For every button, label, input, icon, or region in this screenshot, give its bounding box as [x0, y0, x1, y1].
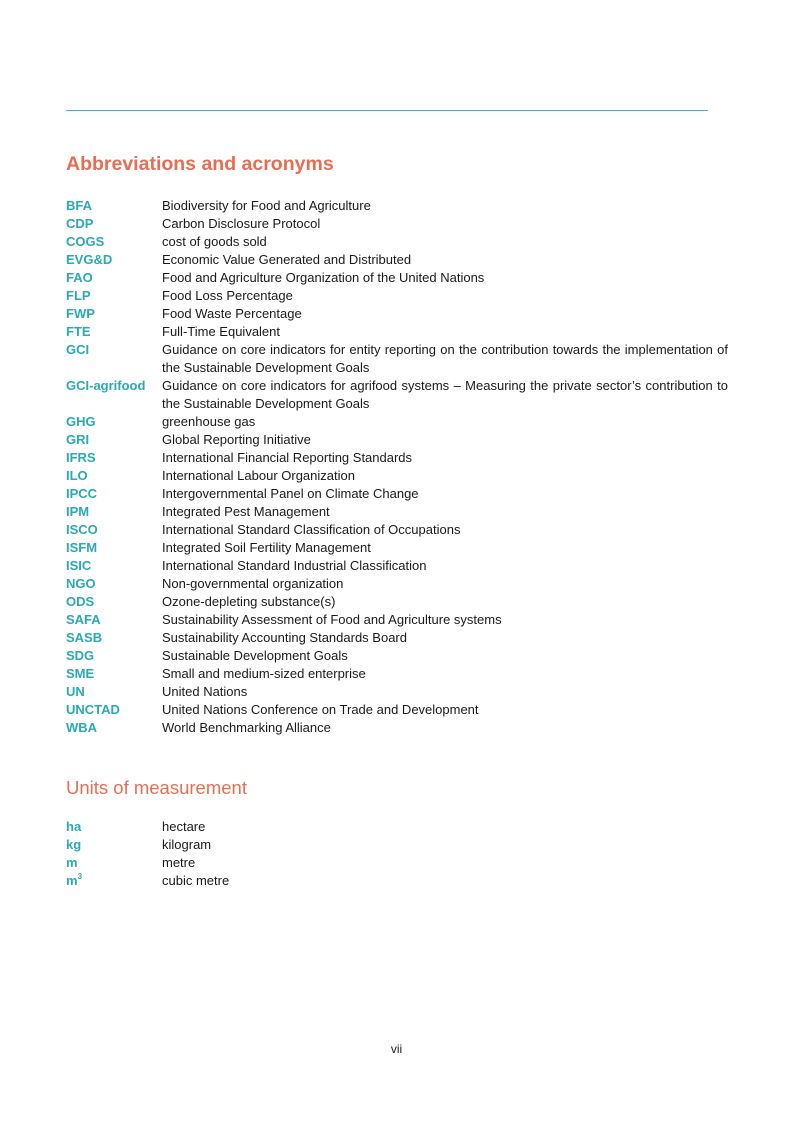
abbreviation-row: [66, 701, 728, 719]
unit-symbol: ha: [66, 819, 82, 834]
abbreviation-row: [66, 629, 728, 647]
abbreviation-term: GRI: [66, 432, 90, 447]
abbreviation-row: [66, 233, 728, 251]
abbreviation-term: CDP: [66, 216, 94, 231]
abbreviation-row: [66, 269, 728, 287]
abbreviation-term: NGO: [66, 576, 96, 591]
header-divider: [66, 110, 708, 111]
abbreviation-term: SAFA: [66, 612, 101, 627]
abbreviation-term: ISFM: [66, 540, 98, 555]
abbreviation-definition: International Standard Industrial Classification: [162, 558, 427, 573]
abbreviation-definition: Small and medium-sized enterprise: [162, 666, 366, 681]
abbreviation-definition: Intergovernmental Panel on Climate Change: [162, 486, 419, 501]
page-number: vii: [390, 1042, 403, 1056]
abbreviation-term: SDG: [66, 648, 95, 663]
abbreviation-definition: Sustainable Development Goals: [162, 648, 348, 663]
abbreviation-row: [66, 647, 728, 665]
abbreviation-term: SASB: [66, 630, 103, 645]
abbreviation-term: WBA: [66, 720, 98, 735]
abbreviation-definition: International Labour Organization: [162, 468, 355, 483]
unit-row: [66, 836, 728, 854]
abbreviation-definition: World Benchmarking Alliance: [162, 720, 331, 735]
abbreviation-term: ISIC: [66, 558, 92, 573]
abbreviation-definition: cost of goods sold: [162, 234, 267, 249]
units-list: [66, 818, 728, 890]
abbreviation-row: [66, 215, 728, 233]
abbreviation-row: [66, 341, 728, 377]
unit-definition: hectare: [162, 819, 206, 834]
unit-row: [66, 818, 728, 836]
abbreviation-term: UNCTAD: [66, 702, 120, 717]
abbreviation-row: [66, 665, 728, 683]
abbreviations-list: [66, 197, 728, 737]
unit-superscript: 3: [77, 871, 83, 881]
abbreviation-term: EVG&D: [66, 252, 113, 267]
abbreviation-term: GCI-agrifood: [66, 378, 146, 393]
abbreviation-term: ILO: [66, 468, 88, 483]
unit-symbol: kg: [66, 837, 82, 852]
abbreviation-row: [66, 197, 728, 215]
abbreviation-definition: Biodiversity for Food and Agriculture: [162, 198, 371, 213]
abbreviation-row: [66, 575, 728, 593]
abbreviation-definition: Carbon Disclosure Protocol: [162, 216, 321, 231]
abbreviation-term: BFA: [66, 198, 92, 213]
abbreviation-definition: Food Loss Percentage: [162, 288, 293, 303]
abbreviation-definition: Sustainability Assessment of Food and Agriculture systems: [162, 612, 502, 627]
unit-symbol: $m^3$: [66, 871, 83, 888]
abbreviation-definition: Sustainability Accounting Standards Board: [162, 630, 407, 645]
abbreviation-definition: Full-Time Equivalent: [162, 324, 281, 339]
abbreviation-row: [66, 449, 728, 467]
abbreviation-definition: Ozone-depleting substance(s): [162, 594, 336, 609]
abbreviation-row: [66, 467, 728, 485]
abbreviation-definition: United Nations Conference on Trade and Development: [162, 702, 479, 717]
abbreviation-row: [66, 377, 728, 413]
abbreviation-definition: International Financial Reporting Standards: [162, 450, 413, 465]
abbreviation-term: IPM: [66, 504, 90, 519]
abbreviation-row: [66, 251, 728, 269]
unit-definition: metre: [162, 855, 196, 870]
units-heading: Units of measurement: [66, 777, 247, 798]
abbreviation-row: [66, 485, 728, 503]
abbreviations-heading: Abbreviations and acronyms: [66, 153, 334, 175]
abbreviation-row: [66, 287, 728, 305]
unit-definition: cubic metre: [162, 873, 230, 888]
abbreviation-row: [66, 431, 728, 449]
abbreviation-row: [66, 521, 728, 539]
abbreviation-definition: Global Reporting Initiative: [162, 432, 311, 447]
abbreviation-row: [66, 323, 728, 341]
abbreviation-definition: Non-governmental organization: [162, 576, 344, 591]
abbreviation-term: GCI: [66, 342, 90, 357]
abbreviation-term: ISCO: [66, 522, 98, 537]
abbreviation-row: [66, 593, 728, 611]
abbreviation-term: GHG: [66, 414, 96, 429]
abbreviation-row: [66, 503, 728, 521]
abbreviation-row: [66, 539, 728, 557]
abbreviation-definition: Integrated Soil Fertility Management: [162, 540, 371, 555]
abbreviation-row: [66, 683, 728, 701]
abbreviation-term: IPCC: [66, 486, 98, 501]
abbreviation-definition: Guidance on core indicators for entity reporting on the contribution towards the implementation of the Sustainable Development Goals: [162, 342, 728, 375]
abbreviation-term: FTE: [66, 324, 91, 339]
abbreviation-row: [66, 611, 728, 629]
abbreviation-row: [66, 413, 728, 431]
abbreviation-definition: greenhouse gas: [162, 414, 256, 429]
abbreviation-definition: Food Waste Percentage: [162, 306, 302, 321]
abbreviation-row: [66, 557, 728, 575]
unit-row: [66, 854, 728, 872]
abbreviation-term: FWP: [66, 306, 95, 321]
abbreviation-term: COGS: [66, 234, 105, 249]
abbreviation-term: ODS: [66, 594, 95, 609]
abbreviation-definition: Guidance on core indicators for agrifood systems – Measuring the private sector’s contribution to the Sustainable Development Goals: [162, 378, 728, 411]
abbreviation-term: FAO: [66, 270, 93, 285]
abbreviation-definition: Food and Agriculture Organization of the United Nations: [162, 270, 485, 285]
abbreviation-definition: United Nations: [162, 684, 248, 699]
unit-symbol: m: [66, 855, 78, 870]
abbreviation-term: FLP: [66, 288, 91, 303]
abbreviation-row: [66, 305, 728, 323]
abbreviation-term: UN: [66, 684, 85, 699]
abbreviation-definition: International Standard Classification of Occupations: [162, 522, 461, 537]
abbreviation-definition: Integrated Pest Management: [162, 504, 330, 519]
abbreviation-definition: Economic Value Generated and Distributed: [162, 252, 412, 267]
abbreviation-term: IFRS: [66, 450, 96, 465]
abbreviation-row: [66, 719, 728, 737]
unit-row: [66, 872, 728, 890]
unit-definition: kilogram: [162, 837, 212, 852]
abbreviation-term: SME: [66, 666, 95, 681]
